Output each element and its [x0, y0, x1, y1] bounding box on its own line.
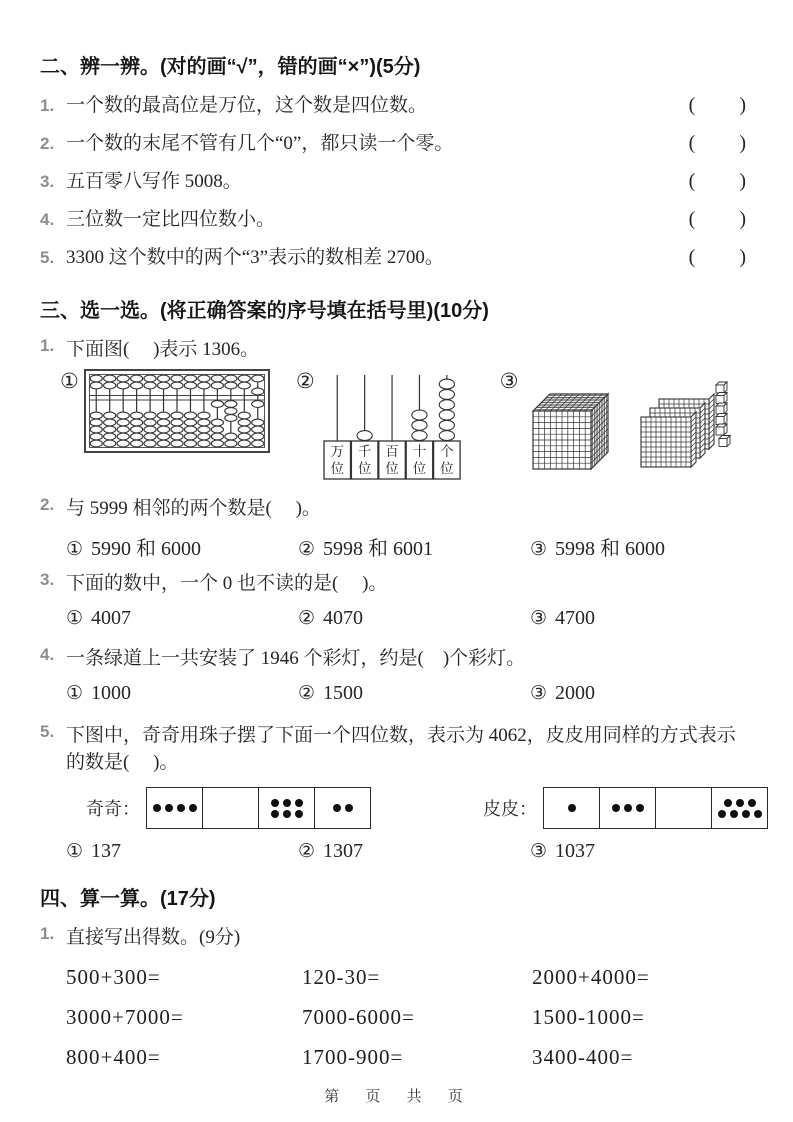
calc-row: [40, 965, 748, 993]
answer-parentheses: ( ): [688, 170, 748, 192]
question-number: 3.: [40, 570, 55, 589]
section-title-multiple-choice: 三、选一选。(将正确答案的序号填在括号里)(10分): [40, 300, 489, 322]
option-marker: ③: [530, 538, 548, 560]
option-text: 4700: [555, 607, 596, 629]
calc-instruction: 直接写出得数。(9分): [66, 927, 241, 948]
option-marker: ①: [66, 607, 84, 629]
bead-dot: [736, 799, 744, 807]
bead-dot: [748, 799, 756, 807]
bead-dot: [177, 804, 185, 812]
option-text: 1000: [91, 682, 132, 704]
option-text: 1500: [323, 682, 364, 704]
section-title-calculate: 四、算一算。(17分): [40, 888, 216, 910]
question-number: 1.: [40, 336, 55, 355]
svg-text:千: 千: [357, 444, 372, 459]
option: [66, 607, 298, 630]
mc-question-stem: 下面图( )表示 1306。: [66, 339, 260, 360]
bead-cell: [711, 788, 767, 828]
bead-dot: [189, 804, 197, 812]
option-marker: ②: [295, 369, 315, 393]
option-marker: ①: [66, 538, 84, 560]
qiqi-label: 奇奇：: [86, 799, 140, 819]
mc-question-4: [40, 645, 748, 672]
bead-dot: [718, 810, 726, 818]
tf-item-text: 五百零八写作 5008。: [66, 171, 242, 192]
true-false-list: [40, 92, 748, 282]
bead-dot: [271, 810, 279, 818]
question-number: 1.: [40, 924, 55, 943]
option: [66, 840, 298, 863]
pipi-bead-box: [543, 787, 768, 829]
arithmetic-expression: 3400-400=: [532, 1045, 634, 1069]
bead-dot: [345, 804, 353, 812]
answer-parentheses: ( ): [688, 208, 748, 230]
tf-item-number: 1.: [40, 96, 55, 115]
question5-bead-diagrams: [40, 786, 748, 830]
calc-subsection: [40, 924, 748, 951]
svg-text:位: 位: [330, 461, 344, 476]
option: [298, 840, 530, 863]
question-number: 2.: [40, 495, 55, 514]
option-marker: ③: [530, 607, 548, 629]
mc-question-1: [40, 336, 748, 363]
mc-question-stem: 下图中，奇奇用珠子摆了下面一个四位数，表示为 4062，皮皮用同样的方式表示的数是( )。: [66, 725, 736, 773]
calc-row: [40, 1005, 748, 1033]
option-text: 4070: [323, 607, 364, 629]
svg-text:位: 位: [412, 461, 426, 476]
mc-question-stem: 与 5999 相邻的两个数是( )。: [66, 498, 321, 519]
arithmetic-expression: 2000+4000=: [532, 965, 650, 989]
bead-cell: [202, 788, 258, 828]
mc-question-stem: 一条绿道上一共安装了 1946 个彩灯，约是( )个彩灯。: [66, 648, 526, 669]
bead-dot: [333, 804, 341, 812]
tf-item: [40, 244, 748, 282]
answer-parentheses: ( ): [688, 132, 748, 154]
base-ten-blocks-figure: [523, 373, 733, 477]
mc-question-5: [40, 722, 748, 776]
option-marker: ①: [66, 682, 84, 704]
svg-text:位: 位: [384, 461, 399, 476]
svg-text:百: 百: [384, 444, 399, 459]
option-text: 5998 和 6000: [555, 538, 666, 560]
place-value-counter-figure: [320, 369, 462, 481]
option: [530, 532, 748, 561]
option: [530, 607, 748, 630]
answer-parentheses: ( ): [688, 94, 748, 116]
bead-dot: [283, 810, 291, 818]
svg-text:个: 个: [439, 444, 454, 459]
question5-options: [40, 840, 748, 868]
bead-cell: [599, 788, 655, 828]
arithmetic-expression: 1700-900=: [302, 1045, 404, 1069]
option-text: 137: [91, 840, 122, 862]
bead-dot: [754, 810, 762, 818]
option-marker: ②: [298, 607, 316, 629]
tf-item: [40, 168, 748, 206]
bead-dot: [636, 804, 644, 812]
tf-item-text: 一个数的末尾不管有几个“0”，都只读一个零。: [66, 133, 454, 154]
svg-text:万: 万: [330, 444, 344, 459]
question-number: 5.: [40, 722, 55, 741]
bead-dot: [742, 810, 750, 818]
bead-dot: [295, 799, 303, 807]
mc-question-stem: 下面的数中，一个 0 也不读的是( )。: [66, 573, 388, 594]
tf-item-number: 2.: [40, 134, 55, 153]
answer-parentheses: ( ): [688, 246, 748, 268]
option: [66, 532, 298, 561]
tf-item-number: 4.: [40, 210, 55, 229]
bead-dot: [568, 804, 576, 812]
question4-options: [40, 682, 748, 710]
tf-item: [40, 130, 748, 168]
arithmetic-expression: 500+300=: [66, 965, 161, 989]
option-text: 4007: [91, 607, 132, 629]
bead-cell: [655, 788, 711, 828]
abacus-option: [60, 369, 270, 453]
arithmetic-expression: 7000-6000=: [302, 1005, 415, 1029]
arithmetic-expression: 120-30=: [302, 965, 381, 989]
arithmetic-expression: 1500-1000=: [532, 1005, 645, 1029]
abacus-figure: [84, 369, 270, 453]
tf-item-text: 3300 这个数中的两个“3”表示的数相差 2700。: [66, 247, 444, 268]
option: [66, 682, 298, 705]
svg-text:位: 位: [439, 461, 454, 476]
option: [530, 840, 748, 863]
tf-item-number: 3.: [40, 172, 55, 191]
question1-figures: [40, 369, 748, 487]
arithmetic-expression: 3000+7000=: [66, 1005, 184, 1029]
qiqi-bead-box: [146, 787, 371, 829]
option-text: 1307: [323, 840, 364, 862]
tf-item: [40, 206, 748, 244]
option-marker: ①: [66, 840, 84, 862]
bead-cell: [314, 788, 370, 828]
section-title-true-false: 二、辨一辨。(对的画“√”，错的画“×”)(5分): [40, 56, 421, 78]
option-marker: ②: [298, 682, 316, 704]
option: [298, 532, 530, 561]
svg-text:十: 十: [412, 444, 426, 459]
mc-question-2: [40, 495, 748, 522]
bead-cell: [258, 788, 314, 828]
bead-cell: [147, 788, 202, 828]
option-text: 2000: [555, 682, 596, 704]
bead-cell: [544, 788, 599, 828]
bead-dot: [730, 810, 738, 818]
option: [298, 682, 530, 705]
base-ten-blocks-option: [500, 369, 734, 477]
bead-dot: [153, 804, 161, 812]
option-marker: ③: [530, 682, 548, 704]
option: [530, 682, 748, 705]
place-value-counter-option: [296, 369, 462, 481]
bead-dot: [724, 799, 732, 807]
question2-options: [40, 532, 748, 560]
bead-dot: [624, 804, 632, 812]
tf-item-number: 5.: [40, 248, 55, 267]
option-text: 5998 和 6001: [323, 538, 434, 560]
tf-item-text: 一个数的最高位是万位，这个数是四位数。: [66, 95, 428, 116]
bead-dot: [165, 804, 173, 812]
bead-dot: [283, 799, 291, 807]
option-marker: ①: [60, 369, 79, 393]
option-marker: ③: [530, 840, 548, 862]
mc-question-3: [40, 570, 748, 597]
question-number: 4.: [40, 645, 55, 664]
option-marker: ③: [499, 369, 519, 393]
tf-item-text: 三位数一定比四位数小。: [66, 209, 276, 230]
option-text: 1037: [555, 840, 596, 862]
option: [298, 607, 530, 630]
tf-item: [40, 92, 748, 130]
arithmetic-expression: 800+400=: [66, 1045, 161, 1069]
question3-options: [40, 607, 748, 635]
bead-dot: [295, 810, 303, 818]
calc-row: [40, 1045, 748, 1073]
page-footer: 第 页 共 页: [324, 1088, 469, 1105]
bead-dot: [271, 799, 279, 807]
svg-text:位: 位: [357, 461, 372, 476]
pipi-label: 皮皮：: [483, 799, 537, 819]
option-marker: ②: [298, 840, 316, 862]
option-text: 5990 和 6000: [91, 538, 202, 560]
option-marker: ②: [298, 538, 316, 560]
bead-dot: [612, 804, 620, 812]
